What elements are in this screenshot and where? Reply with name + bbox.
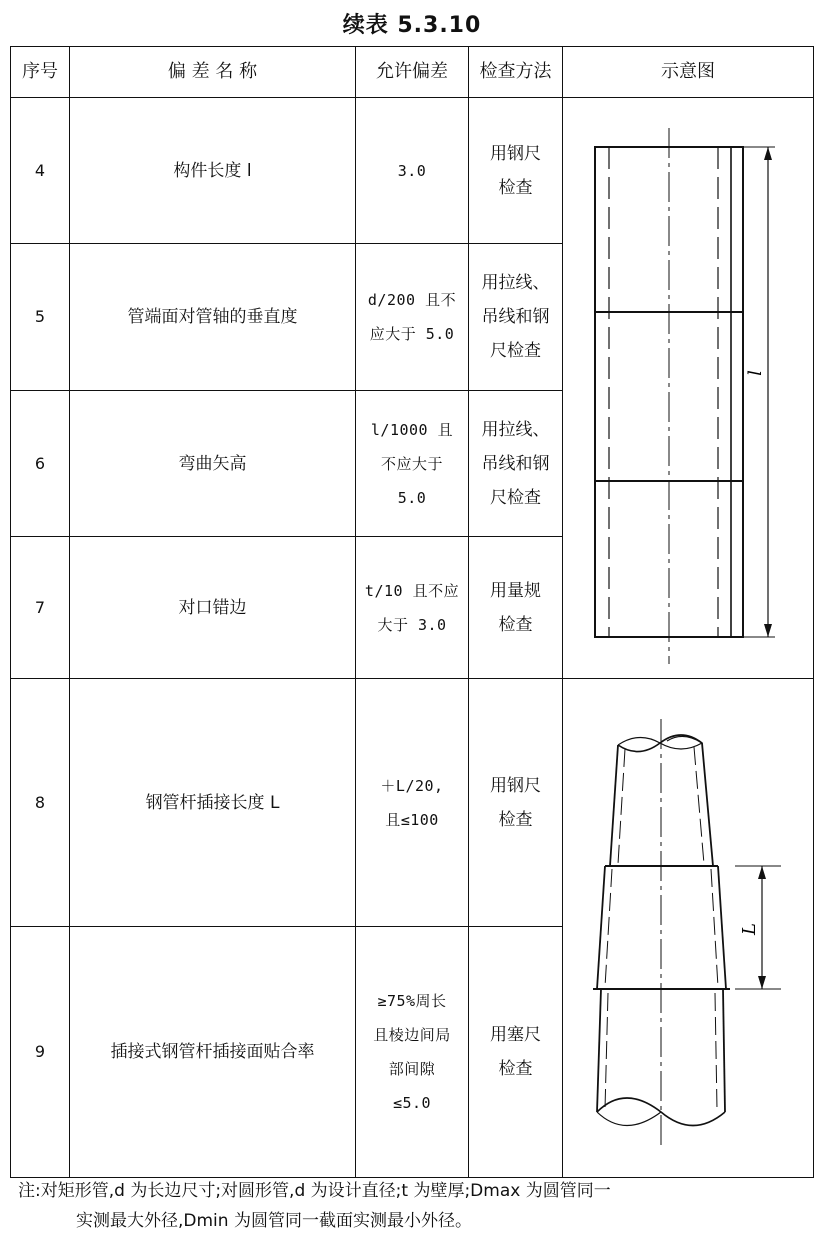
header-method: 检查方法 xyxy=(469,47,563,98)
allow-line: d/200 且不 xyxy=(367,291,457,309)
row-method xyxy=(469,98,563,244)
row-seq: 9 xyxy=(11,927,70,1178)
lower-right-edge xyxy=(723,989,725,1112)
row-seq: 7 xyxy=(11,537,70,679)
row-name: 插接式钢管杆插接面贴合率 xyxy=(70,927,356,1178)
row-method xyxy=(469,391,563,537)
row-allow xyxy=(356,679,469,927)
allow-line: ≤5.0 xyxy=(392,1094,432,1113)
row-method xyxy=(469,537,563,679)
allow-line: 3.0 xyxy=(397,161,427,180)
method-line: 用拉线、 xyxy=(481,273,550,293)
row-method xyxy=(469,244,563,391)
row-seq: 6 xyxy=(11,391,70,537)
upper-left-hidden xyxy=(618,749,625,864)
lower-right-hidden xyxy=(715,993,717,1109)
upper-right-hidden xyxy=(694,747,704,864)
allow-line: 部间隙 xyxy=(388,1060,436,1079)
overlap-right-edge xyxy=(718,866,726,989)
overlap-left-hidden xyxy=(605,869,612,987)
method-line: 用量规 xyxy=(490,580,541,601)
row-allow xyxy=(356,391,469,537)
method-line: 用钢尺 xyxy=(490,143,541,164)
method-line: 尺检查 xyxy=(490,487,541,508)
method-line: 吊线和钢 xyxy=(481,307,550,327)
header-seq: 序号 xyxy=(11,47,70,98)
upper-right-edge xyxy=(702,743,713,866)
socket-joint-diagram xyxy=(563,679,814,1178)
pipe-length-diagram-drawing xyxy=(563,98,814,678)
allow-line: 且棱边间局 xyxy=(373,1026,451,1045)
row-method xyxy=(469,679,563,927)
row-allow xyxy=(356,927,469,1178)
row-allow xyxy=(356,98,469,244)
table-title: 续表 5.3.10 xyxy=(342,13,482,38)
deviation-table xyxy=(10,46,814,1178)
allow-line: 大于 3.0 xyxy=(377,615,447,634)
row-seq: 5 xyxy=(11,244,70,391)
note-line-2: 实测最大外径,Dmin 为圆管同一截面实测最小外径。 xyxy=(76,1211,472,1231)
method-line: 检查 xyxy=(498,177,533,198)
method-line: 用钢尺 xyxy=(490,775,541,796)
row-name: 弯曲矢高 xyxy=(70,391,356,537)
dimension-arrow-top xyxy=(764,147,772,160)
socket-joint-diagram-drawing xyxy=(563,679,814,1177)
table-header-row xyxy=(11,47,814,98)
allow-line: 5.0 xyxy=(397,488,427,507)
method-line: 检查 xyxy=(498,1059,533,1080)
row-seq: 4 xyxy=(11,98,70,244)
header-allow: 允许偏差 xyxy=(356,47,469,98)
allow-line: 且≤100 xyxy=(385,810,439,829)
lower-left-edge xyxy=(597,989,601,1112)
table-row xyxy=(11,679,814,927)
row-name: 管端面对管轴的垂直度 xyxy=(70,244,356,391)
overlap-left-edge xyxy=(597,866,605,989)
method-line: 用拉线、 xyxy=(481,419,550,440)
table-note xyxy=(18,1176,818,1236)
table-row xyxy=(11,98,814,244)
row-name: 钢管杆插接长度 L xyxy=(70,679,356,927)
method-line: 用塞尺 xyxy=(490,1025,541,1046)
method-line: 尺检查 xyxy=(490,341,541,361)
allow-line: 不应大于 xyxy=(380,454,443,473)
allow-line: ≥75%周长 xyxy=(377,992,447,1011)
overlap-right-hidden xyxy=(711,869,718,987)
header-diagram: 示意图 xyxy=(563,47,814,98)
pipe-length-diagram xyxy=(563,98,814,679)
row-allow xyxy=(356,244,469,391)
allow-line: ＋L/20, xyxy=(380,776,444,795)
method-line: 检查 xyxy=(498,614,533,635)
dimension-arrow-bottom xyxy=(764,624,772,637)
upper-left-edge xyxy=(610,745,618,866)
dim-L-arrow-top xyxy=(758,866,766,879)
row-allow xyxy=(356,537,469,679)
row-name: 构件长度 l xyxy=(70,98,356,244)
allow-line: l/1000 且 xyxy=(370,420,454,439)
row-method xyxy=(469,927,563,1178)
allow-line: 应大于 5.0 xyxy=(369,325,455,343)
row-name: 对口错边 xyxy=(70,537,356,679)
dim-L-arrow-bottom xyxy=(758,976,766,989)
dimension-label-l: l xyxy=(745,370,766,376)
method-line: 吊线和钢 xyxy=(481,453,550,474)
allow-line: t/10 且不应 xyxy=(364,581,460,600)
lower-left-hidden xyxy=(605,993,608,1109)
dimension-label-L: L xyxy=(739,923,760,935)
row-seq: 8 xyxy=(11,679,70,927)
header-name: 偏 差 名 称 xyxy=(70,47,356,98)
note-line-1: 注:对矩形管,d 为长边尺寸;对圆形管,d 为设计直径;t 为壁厚;Dmax 为圆管同一 xyxy=(18,1181,611,1201)
method-line: 检查 xyxy=(498,809,533,830)
bottom-wave-back xyxy=(597,1112,661,1126)
